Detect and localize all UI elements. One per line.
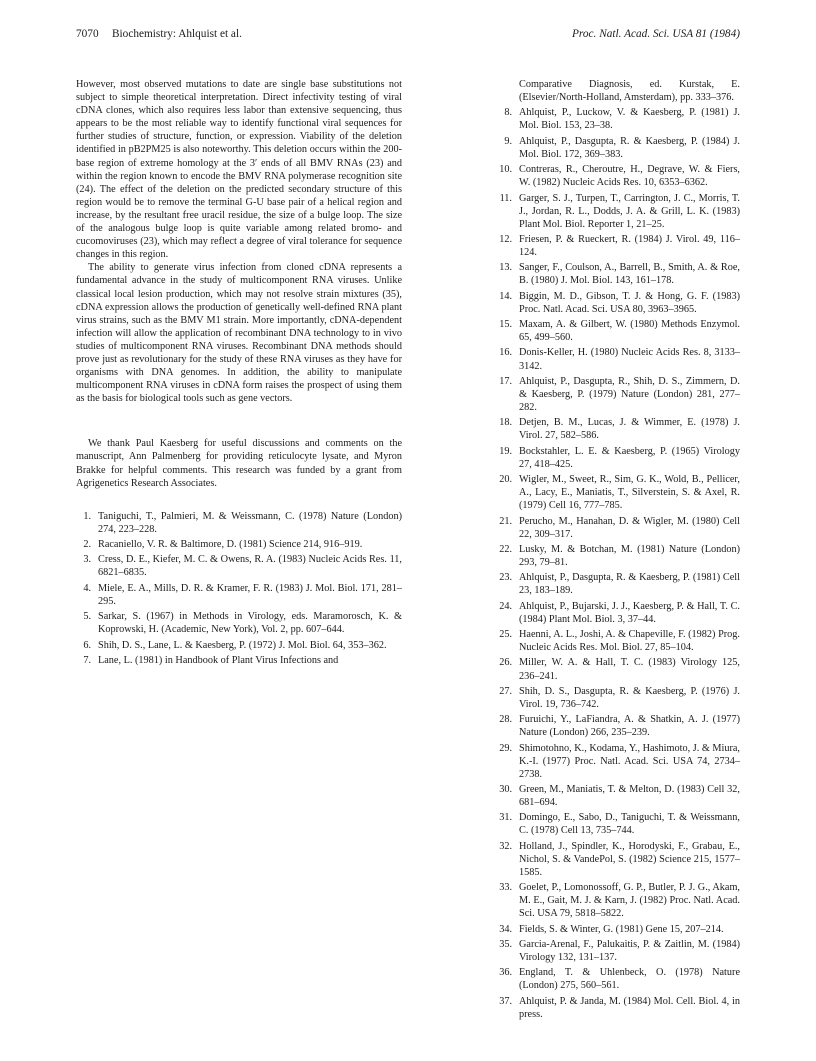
- reference-item: [497, 318, 740, 344]
- reference-number: 34.: [499, 923, 512, 935]
- reference-text: Miele, E. A., Mills, D. R. & Kramer, F. R. (1983) J. Mol. Biol. 171, 281–295.: [98, 582, 402, 607]
- reference-text: Ahlquist, P., Dasgupta, R. & Kaesberg, P. (1984) J. Mol. Biol. 172, 369–383.: [519, 135, 740, 160]
- reference-number: 21.: [499, 515, 512, 527]
- reference-text: Sanger, F., Coulson, A., Barrell, B., Smith, A. & Roe, B. (1980) J. Mol. Biol. 143, 161–178.: [519, 262, 740, 287]
- reference-text: Ahlquist, P. & Janda, M. (1984) Mol. Cell. Biol. 4, in press.: [519, 995, 740, 1020]
- reference-number: 7.: [83, 654, 91, 666]
- reference-list: [76, 510, 402, 667]
- reference-text: Detjen, B. M., Lucas, J. & Wimmer, E. (1978) J. Virol. 27, 582–586.: [519, 417, 740, 442]
- reference-text: Bockstahler, L. E. & Kaesberg, P. (1965) Virology 27, 418–425.: [519, 445, 740, 470]
- reference-item: [497, 473, 740, 512]
- reference-text: Wigler, M., Sweet, R., Sim, G. K., Wold, B., Pellicer, A., Lacy, E., Maniatis, T., Silverstein, S. & Axel, R. (1979) Cell 16, 777–785.: [519, 474, 740, 512]
- reference-text: Comparative Diagnosis, ed. Kurstak, E. (Elsevier/North-Holland, Amsterdam), pp. 333–376.: [519, 79, 740, 104]
- running-head: Biochemistry: Ahlquist et al.: [112, 28, 242, 40]
- reference-text: Friesen, P. & Rueckert, R. (1984) J. Virol. 49, 116–124.: [519, 233, 740, 259]
- reference-item: [497, 571, 740, 597]
- reference-item: [497, 881, 740, 920]
- reference-number: 22.: [499, 543, 512, 555]
- reference-item: [497, 713, 740, 739]
- body-paragraph: However, most observed mutations to date are single base substitutions not subject to simple theoretical interpretation. Direct infectivity testing of viral cDNA clones, which also requires less labor than extensive sequencing, thus appears to be the most reliable way to identify functional viral sequences for further studies of structure, function, or expression. Viability of the deletion identified in pB2PM25 is also noteworthy. This deletion occurs within the 200-base region of extreme homology at the 3′ ends of all BMV RNAs (23) and within the region known to encode the BMV RNA polymerase recognition site (24). The effect of the deletion on the predicted secondary structure of this region would be to remove the terminal G-U base pair of a helical region and increase, by the resultant free uracil residue, the size of a bulge loop. The size of the analogous bulge loop is quite variable among related bromo- and cucomoviruses (23), which may reflect a degree of viral tolerance for sequence changes in this region.: [76, 79, 402, 261]
- reference-number: 12.: [499, 233, 512, 245]
- reference-number: 1.: [83, 510, 91, 522]
- reference-number: 25.: [499, 629, 512, 641]
- reference-number: 26.: [499, 657, 512, 669]
- reference-item: [497, 261, 740, 287]
- reference-text: Maxam, A. & Gilbert, W. (1980) Methods Enzymol. 65, 499–560.: [519, 319, 740, 344]
- reference-text: Biggin, M. D., Gibson, T. J. & Hong, G. F. (1983) Proc. Natl. Acad. Sci. USA 80, 3963–3965.: [519, 290, 740, 315]
- reference-item: [497, 685, 740, 711]
- reference-number: 5.: [83, 611, 91, 623]
- reference-number: 4.: [83, 582, 91, 594]
- reference-item: [497, 445, 740, 471]
- right-column: [497, 78, 740, 1023]
- reference-number: 16.: [499, 347, 512, 359]
- reference-text: Racaniello, V. R. & Baltimore, D. (1981) Science 214, 916–919.: [98, 539, 363, 551]
- reference-text: Ahlquist, P., Luckow, V. & Kaesberg, P. (1981) J. Mol. Biol. 153, 23–38.: [519, 107, 740, 132]
- reference-number: 36.: [499, 967, 512, 979]
- reference-item: [497, 375, 740, 414]
- reference-item: [497, 600, 740, 626]
- reference-item: [497, 923, 740, 936]
- reference-item: [497, 966, 740, 992]
- reference-text: Domingo, E., Sabo, D., Taniguchi, T. & Weissmann, C. (1978) Cell 13, 735–744.: [519, 812, 740, 837]
- reference-number: 18.: [499, 417, 512, 429]
- reference-text: Ahlquist, P., Dasgupta, R., Shih, D. S., Zimmern, D. & Kaesberg, P. (1979) Nature (London) 281, 277–282.: [519, 375, 740, 414]
- reference-text: Fields, S. & Winter, G. (1981) Gene 15, 207–214.: [519, 923, 724, 935]
- reference-number: 20.: [499, 474, 512, 486]
- reference-item: [497, 811, 740, 837]
- reference-number: 11.: [499, 192, 512, 204]
- reference-item: [76, 654, 402, 667]
- reference-text: Shimotohno, K., Kodama, Y., Hashimoto, J. & Miura, K.-I. (1977) Proc. Natl. Acad. Sci. USA 74, 2734–2738.: [519, 742, 740, 780]
- reference-number: 24.: [499, 600, 512, 612]
- reference-text: Shih, D. S., Lane, L. & Kaesberg, P. (1972) J. Mol. Biol. 64, 353–362.: [98, 639, 387, 651]
- page-header: [76, 28, 740, 48]
- reference-item: [497, 163, 740, 189]
- reference-number: 6.: [83, 639, 91, 651]
- reference-number: 30.: [499, 784, 512, 795]
- reference-number: 2.: [83, 539, 91, 551]
- reference-text: Garcia-Arenal, F., Palukaitis, P. & Zaitlin, M. (1984) Virology 132, 131–137.: [519, 938, 740, 964]
- reference-item: [497, 233, 740, 259]
- reference-item: [497, 515, 740, 541]
- reference-number: 29.: [499, 742, 512, 754]
- reference-continuation: [497, 78, 740, 104]
- reference-number: 8.: [504, 107, 512, 119]
- reference-item: [497, 656, 740, 682]
- reference-item: [497, 106, 740, 132]
- reference-number: 32.: [499, 840, 512, 852]
- reference-number: 31.: [499, 812, 512, 824]
- reference-number: 33.: [499, 882, 512, 894]
- reference-item: [76, 582, 402, 608]
- reference-number: 10.: [499, 164, 512, 176]
- reference-text: Donis-Keller, H. (1980) Nucleic Acids Res. 8, 3133–3142.: [519, 347, 740, 372]
- reference-item: [76, 510, 402, 536]
- reference-item: [497, 995, 740, 1021]
- reference-text: Ahlquist, P., Bujarski, J. J., Kaesberg, P. & Hall, T. C. (1984) Plant Mol. Biol. 3, 37–44.: [519, 600, 740, 625]
- reference-text: Shih, D. S., Dasgupta, R. & Kaesberg, P. (1976) J. Virol. 19, 736–742.: [519, 685, 740, 710]
- reference-item: [76, 639, 402, 652]
- body-paragraph: The ability to generate virus infection from cloned cDNA represents a fundamental advance in the study of multicomponent RNA viruses. Unlike classical local lesion production, which may not resolve strain mixtures (35), cDNA expression allows the production of genetically well-defined RNA plant virus strains, such as the BMV M1 strain. More importantly, cDNA-dependent infection will allow the application of recombinant DNA technology to in vivo studies of multicomponent RNA viruses. Recombinant DNA methods should prove just as revolutionary for the study of these RNA viruses as they have for organisms with DNA genomes. In addition, the ability to manipulate multicomponent RNA viruses in cDNA form raises the prospect of using them as the basis for biological tools such as gene vectors.: [76, 262, 402, 405]
- reference-number: 19.: [499, 445, 512, 457]
- reference-number: 27.: [499, 685, 512, 697]
- reference-text: Green, M., Maniatis, T. & Melton, D. (1983) Cell 32, 681–694.: [519, 784, 740, 809]
- reference-text: Holland, J., Spindler, K., Horodyski, F., Grabau, E., Nichol, S. & VandePol, S. (1982) Science 215, 1577–1585.: [519, 840, 740, 878]
- reference-text: Lane, L. (1981) in Handbook of Plant Virus Infections and: [98, 654, 339, 666]
- acknowledgment: We thank Paul Kaesberg for useful discussions and comments on the manuscript, Ann Palmenberg for providing reticulocyte lysate, and Myron Brakke for helpful comments. This research was funded by a grant from Agrigenetics Research Associates.: [76, 438, 402, 489]
- reference-text: Cress, D. E., Kiefer, M. C. & Owens, R. A. (1983) Nucleic Acids Res. 11, 6821–6835.: [98, 554, 402, 579]
- reference-number: 9.: [504, 135, 512, 147]
- reference-list: [497, 78, 740, 1021]
- reference-text: Lusky, M. & Botchan, M. (1981) Nature (London) 293, 79–81.: [519, 543, 740, 568]
- reference-item: [497, 543, 740, 569]
- reference-number: 23.: [499, 572, 512, 584]
- reference-item: [76, 610, 402, 636]
- reference-item: [76, 553, 402, 579]
- reference-number: 15.: [499, 319, 512, 331]
- reference-number: 17.: [499, 375, 512, 387]
- reference-item: [497, 416, 740, 442]
- reference-text: Garger, S. J., Turpen, T., Carrington, J. C., Morris, T. J., Jordan, R. L., Dodds, J. A. & Grill, L. K. (1983) Plant Mol. Biol. Reporter 1, 21–25.: [519, 192, 740, 230]
- reference-text: Contreras, R., Cheroutre, H., Degrave, W. & Fiers, W. (1982) Nucleic Acids Res. 10, 6353–6362.: [519, 164, 740, 189]
- reference-item: [497, 192, 740, 231]
- reference-text: Miller, W. A. & Hall, T. C. (1983) Virology 125, 236–241.: [519, 657, 740, 682]
- page-number: 7070: [76, 28, 99, 40]
- reference-text: Sarkar, S. (1967) in Methods in Virology, eds. Maramorosch, K. & Koprowski, H. (Academic, New York), Vol. 2, pp. 607–644.: [98, 611, 402, 636]
- reference-number: 37.: [499, 995, 512, 1007]
- journal-citation: Proc. Natl. Acad. Sci. USA 81 (1984): [572, 28, 740, 40]
- reference-text: Goelet, P., Lomonossoff, G. P., Butler, P. J. G., Akam, M. E., Gait, M. J. & Karn, J. (1982) Proc. Natl. Acad. Sci. USA 79, 5818–5822.: [519, 882, 740, 920]
- reference-item: [497, 135, 740, 161]
- reference-item: [497, 628, 740, 654]
- reference-item: [76, 538, 402, 551]
- reference-number: 35.: [499, 938, 512, 950]
- reference-item: [497, 938, 740, 964]
- reference-number: 13.: [499, 262, 512, 274]
- left-column: [76, 78, 402, 669]
- reference-item: [497, 742, 740, 781]
- reference-text: Ahlquist, P., Dasgupta, R. & Kaesberg, P. (1981) Cell 23, 183–189.: [519, 572, 740, 597]
- reference-text: Furuichi, Y., LaFiandra, A. & Shatkin, A. J. (1977) Nature (London) 266, 235–239.: [519, 714, 740, 739]
- reference-text: England, T. & Uhlenbeck, O. (1978) Nature (London) 275, 560–561.: [519, 967, 740, 992]
- reference-text: Haenni, A. L., Joshi, A. & Chapeville, F. (1982) Prog. Nucleic Acids Res. Mol. Biol. 27, 85–104.: [519, 629, 740, 654]
- reference-number: 14.: [499, 290, 512, 302]
- reference-text: Taniguchi, T., Palmieri, M. & Weissmann, C. (1978) Nature (London) 274, 223–228.: [98, 510, 402, 535]
- reference-number: 28.: [499, 714, 512, 726]
- reference-item: [497, 840, 740, 879]
- reference-item: [497, 783, 740, 809]
- reference-item: [497, 346, 740, 372]
- reference-item: [497, 290, 740, 316]
- reference-number: 3.: [83, 554, 91, 566]
- reference-text: Perucho, M., Hanahan, D. & Wigler, M. (1980) Cell 22, 309–317.: [519, 515, 740, 540]
